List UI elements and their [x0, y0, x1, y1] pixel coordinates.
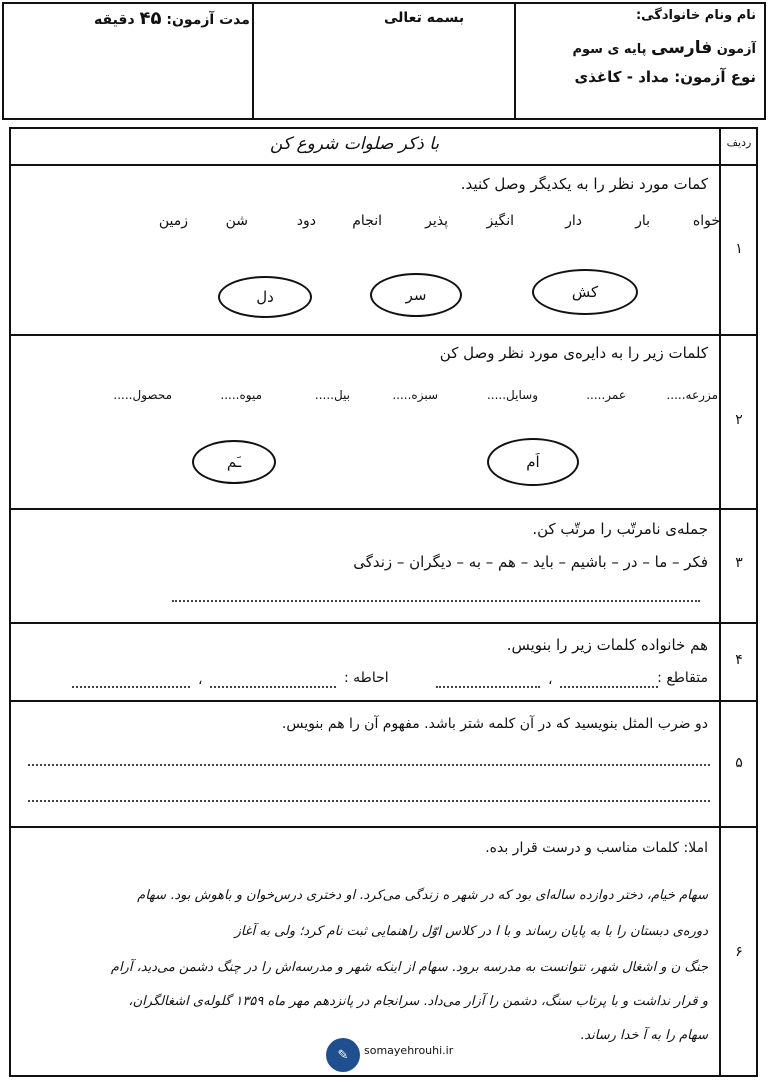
q5-answer-line-1[interactable] [28, 764, 710, 766]
row-header-label: ردیف [726, 136, 752, 149]
q1-word[interactable]: دار [565, 213, 582, 229]
q1-word[interactable]: انجام [352, 213, 382, 229]
q4-comma-1: ، [548, 672, 553, 688]
header-divider-2 [514, 2, 516, 120]
q3-number: ۳ [735, 555, 743, 571]
q6-text-line-2: دوره‌ی دبستان را با به پایان رساند و با ا در کلاس اوّل راهنمایی ثبت نام کرد؛ ولی به آغاز [234, 924, 708, 939]
q2-word[interactable]: محصول..... [113, 388, 172, 402]
q3-instruction: جمله‌ی نامرتّب را مرتّب کن. [532, 520, 708, 538]
site-url: somayehrouhi.ir [364, 1044, 454, 1057]
q4-item1-answer-b[interactable] [436, 686, 540, 688]
row-separator [9, 700, 758, 702]
q6-instruction: املا: کلمات مناسب و درست قرار بده. [485, 840, 708, 856]
q6-number: ۶ [735, 944, 743, 960]
duration-label: مدت آزمون: [166, 12, 250, 28]
q2-instruction: کلمات زیر را به دایره‌ی مورد نظر وصل کن [439, 344, 708, 362]
exam-subject-bold: فارسی [651, 38, 713, 58]
q1-word[interactable]: زمین [158, 213, 188, 229]
q4-item2-answer-a[interactable] [210, 686, 336, 688]
q6-text-line-5: سهام را به آ خدا رساند. [580, 1028, 708, 1043]
duration [94, 8, 250, 29]
row-separator [9, 508, 758, 510]
q1-instruction: کمات مورد نظر را به یکدیگر وصل کنید. [460, 175, 708, 193]
header-divider-1 [252, 2, 254, 120]
q1-word[interactable]: خواه [692, 213, 720, 229]
q2-word[interactable]: وسایل..... [486, 388, 538, 402]
exam-subject-prefix: آزمون [716, 42, 756, 57]
logo-mark-icon: ✎ [337, 1047, 349, 1063]
q1-word[interactable]: بار [635, 213, 650, 229]
salawat-text: با ذکر صلوات شروع کن [270, 134, 440, 154]
q1-word[interactable]: انگیز [486, 213, 514, 229]
q6-text-line-1: سهام خیام، دختر دوازده ساله‌ای بود که در شهر ه زندگی می‌کرد. او دختری درس‌خوان و باهوش بود. سهام [137, 888, 708, 903]
q2-word[interactable]: عمر..... [586, 388, 626, 402]
q5-answer-line-2[interactable] [28, 800, 710, 802]
row-separator [9, 622, 758, 624]
q4-instruction: هم خانواده کلمات زیر را بنویس. [506, 636, 708, 654]
q4-item1-label: متقاطع : [657, 670, 708, 686]
row-separator [9, 826, 758, 828]
duration-value: ۴۵ [139, 8, 162, 29]
exam-subject-suffix: پایه ی سوم [572, 42, 647, 57]
q4-comma-2: ، [198, 672, 203, 688]
q1-number: ۱ [735, 241, 743, 257]
row-separator [9, 164, 758, 166]
q2-word[interactable]: بیل..... [314, 388, 350, 402]
q2-circle-am-suffix[interactable]: ـَم [192, 440, 276, 484]
site-logo [326, 1038, 360, 1072]
q2-word[interactable]: سبزه..... [392, 388, 438, 402]
q5-number: ۵ [735, 755, 743, 771]
q1-word[interactable]: شن [225, 213, 248, 229]
q1-word[interactable]: دود [296, 213, 316, 229]
q1-circle-del[interactable]: دل [218, 276, 312, 318]
q3-words: فکر – ما – در – باشیم – باید – هم – به – دیگران – زندگی [353, 553, 708, 571]
row-number-column-divider [719, 127, 721, 1077]
q4-item2-answer-b[interactable] [72, 686, 190, 688]
q1-circle-kash[interactable]: کش [532, 269, 638, 315]
duration-unit: دقیقه [94, 12, 135, 28]
q4-item1-answer-a[interactable] [560, 686, 658, 688]
q2-circle-am[interactable]: اَم [487, 438, 579, 486]
exam-type: نوع آزمون: مداد - کاغذی [574, 68, 756, 86]
q6-text-line-4: و قرار نداشت و با پرتاب سنگ، دشمن را آزار می‌داد. سرانجام در پانزدهم مهر ماه ۱۳۵۹ گلوله‌ی اشغالگران، [128, 994, 708, 1009]
student-name-label: نام ونام خانوادگی: [635, 8, 756, 23]
q3-answer-line[interactable] [172, 600, 700, 602]
q4-item2-label: احاطه : [344, 670, 389, 686]
bismillah: بسمه تعالی [384, 10, 465, 26]
q2-word[interactable]: میوه..... [220, 388, 262, 402]
exam-subject [573, 38, 757, 58]
q1-word[interactable]: پذیر [425, 213, 448, 229]
q6-text-line-3: جنگ ن و اشغال شهر، نتوانست به مدرسه برود. سهام از اینکه شهر و مدرسه‌اش را در چنگ دشمن می‌دید، آرام [110, 960, 708, 975]
q5-instruction: دو ضرب المثل بنویسید که در آن کلمه شتر باشد. مفهوم آن را هم بنویس. [281, 716, 708, 732]
row-separator [9, 334, 758, 336]
q2-word[interactable]: مزرعه..... [666, 388, 718, 402]
q4-number: ۴ [735, 652, 743, 668]
q2-number: ۲ [735, 412, 743, 428]
q1-circle-sar[interactable]: سر [370, 273, 462, 317]
